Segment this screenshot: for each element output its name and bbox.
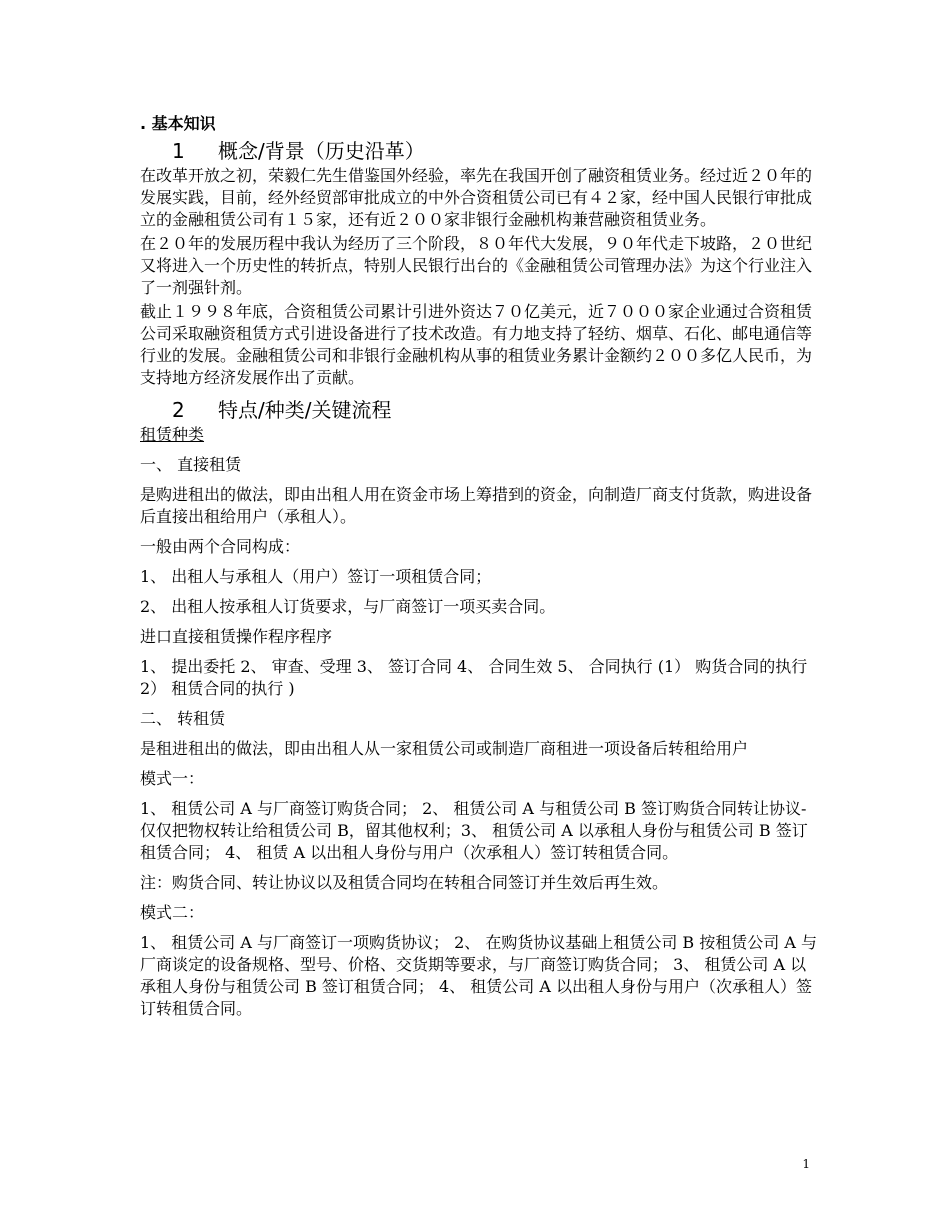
direct-lease-heading: 一、 直接租赁 [140, 455, 242, 474]
mode-1-title: 模式一： [140, 769, 205, 788]
section-2-number: 2 [172, 398, 185, 422]
mode-2-text: 1、 租赁公司 A 与厂商签订一项购货协议； 2、 在购货协议基础上租赁公司 B 按租赁公司 A 与厂商谈定的设备规格、型号、价格、交货期等要求，与厂商签订购货合同； 3、 租赁公司 A 以承租人身份与租赁公司 B 签订租赁合同； 4、 租赁公司 A 以出租人身份与用户（次承租人）签订转租赁合同。 [140, 933, 818, 1018]
section-1-number: 1 [172, 139, 185, 163]
contract-item-1: 1、 出租人与承租人（用户）签订一项租赁合同； [140, 567, 492, 586]
mode-2-title: 模式二： [140, 903, 205, 922]
page-content [140, 112, 820, 1028]
page-number: 1 [802, 1157, 810, 1171]
section-1-heading [172, 138, 820, 164]
section-1-title: 概念/背景（历史沿革） [218, 139, 425, 163]
lease-types-label: 租赁种类 [140, 425, 205, 444]
contract-item-2: 2、 出租人按承租人订货要求，与厂商签订一项买卖合同。 [140, 597, 556, 616]
sublease-heading: 二、 转租赁 [140, 709, 226, 728]
sublease-description: 是租进租出的做法，即由出租人从一家租赁公司或制造厂商租进一项设备后转租给用户 [140, 739, 749, 758]
main-heading: . 基本知识 [140, 114, 216, 133]
section-2-title: 特点/种类/关键流程 [218, 398, 392, 422]
import-procedure-steps: 1、 提出委托 2、 审查、受理 3、 签订合同 4、 合同生效 5、 合同执行 (1） 购货合同的执行 2） 租赁合同的执行 ) [140, 657, 808, 698]
section-2-heading [172, 397, 820, 423]
paragraph-history-1: 在改革开放之初，荣毅仁先生借鉴国外经验，率先在我国开创了融资租赁业务。经过近２０年的发展实践，目前，经外经贸部审批成立的中外合资租赁公司已有４２家，经中国人民银行审批成立的金融租赁公司有１５家，还有近２００家非银行金融机构兼营融资租赁业务。 [140, 166, 813, 229]
paragraph-history-3: 截止１９９８年底，合资租赁公司累计引进外资达７０亿美元，近７０００家企业通过合资租赁公司采取融资租赁方式引进设备进行了技术改造。有力地支持了轻纺、烟草、石化、邮电通信等行业的发展。金融租赁公司和非银行金融机构从事的租赁业务累计金额约２００多亿人民币，为支持地方经济发展作出了贡献。 [140, 302, 813, 387]
two-contracts-intro: 一般由两个合同构成： [140, 537, 301, 556]
import-procedure-title: 进口直接租赁操作程序程序 [140, 627, 333, 646]
sublease-note: 注：购货合同、转让协议以及租赁合同均在转租合同签订并生效后再生效。 [140, 873, 669, 892]
direct-lease-description: 是购进租出的做法，即由出租人用在资金市场上筹措到的资金，向制造厂商支付货款，购进设备后直接出租给用户（承租人）。 [140, 485, 813, 526]
mode-1-text: 1、 租赁公司 A 与厂商签订购货合同； 2、 租赁公司 A 与租赁公司 B 签订购货合同转让协议-仅仅把物权转让给租赁公司 B，留其他权利；3、 租赁公司 A 以承租人身份与租赁公司 B 签订租赁合同； 4、 租赁 A 以出租人身份与用户（次承租人）签订转租赁合同。 [140, 799, 808, 862]
paragraph-history-2: 在２０年的发展历程中我认为经历了三个阶段，８０年代大发展，９０年代走下坡路，２０世纪又将进入一个历史性的转折点，特别人民银行出台的《金融租赁公司管理办法》为这个行业注入了一剂强针剂。 [140, 234, 813, 297]
